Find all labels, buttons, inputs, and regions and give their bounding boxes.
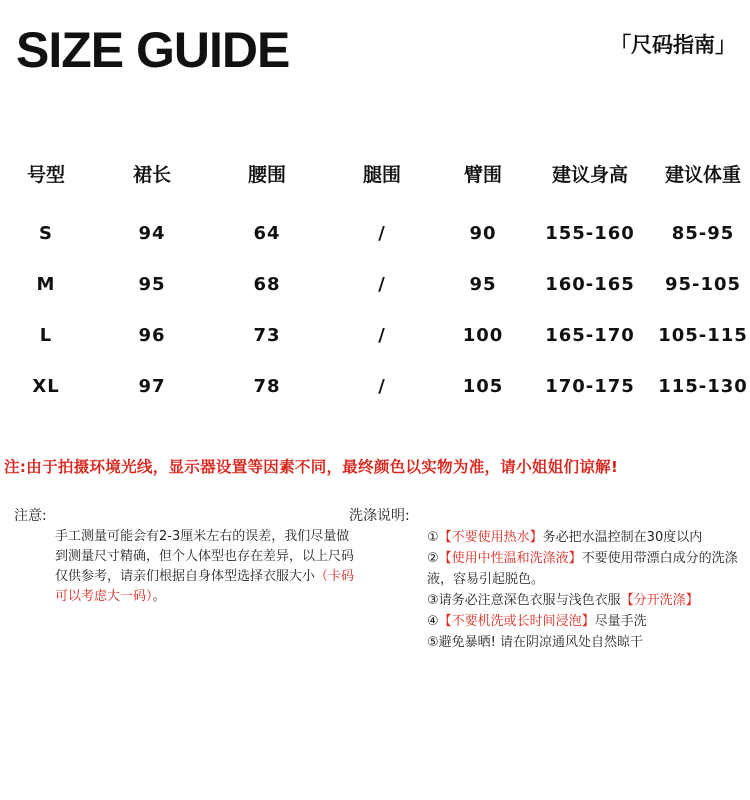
washing-item <box>427 611 743 632</box>
cell-waist: 68 <box>253 274 281 295</box>
header-height: 建议身高 <box>551 164 629 186</box>
cell-weight: 95-105 <box>664 274 742 295</box>
item-number: ③ <box>427 593 439 608</box>
cell-skirt-length: 95 <box>138 274 166 295</box>
notes-highlight: （卡码可以考虑大一码） <box>55 569 355 604</box>
washing-item <box>427 590 743 611</box>
cell-skirt-length: 96 <box>138 325 166 346</box>
cell-waist: 64 <box>253 223 281 244</box>
item-warning: 【使用中性温和洗涤液】 <box>438 551 582 566</box>
header-thigh: 腿围 <box>362 164 402 186</box>
notes-body: 手工测量可能会有2-3厘米左右的误差，我们尽量做到测量尺寸精确，但个人体型也存在差异，以上尺码仅供参考，请亲们根据自身体型选择衣服大小 <box>55 529 355 584</box>
table-header-row <box>0 150 750 200</box>
cell-size: S <box>39 223 53 244</box>
washing-item <box>427 527 743 548</box>
cell-size: XL <box>32 376 60 397</box>
item-text: 避免暴晒! 请在阴凉通风处自然晾干 <box>438 635 644 650</box>
header-arm: 臂围 <box>463 164 503 186</box>
color-notice: 注:由于拍摄环境光线，显示器设置等因素不同，最终颜色以实物为准，请小姐姐们谅解! <box>4 458 619 476</box>
item-warning: 【分开洗涤】 <box>620 593 699 608</box>
cell-waist: 78 <box>253 376 281 397</box>
notes-end: 。 <box>152 589 166 604</box>
item-number: ④ <box>427 614 439 629</box>
notes-heading: 注意: <box>14 508 47 524</box>
cell-weight: 115-130 <box>658 376 748 397</box>
washing-heading: 洗涤说明: <box>349 508 410 524</box>
item-text: 不要使用带漂白成分的洗涤液，容易引起脱色。 <box>427 551 738 587</box>
item-number: ② <box>427 551 439 566</box>
cell-weight: 85-95 <box>671 223 735 244</box>
table-row <box>0 260 750 310</box>
item-text: 务必把水温控制在30度以内 <box>542 530 703 545</box>
cell-arm: 90 <box>469 223 497 244</box>
item-text: 请务必注意深色衣服与浅色衣服 <box>438 593 621 608</box>
cell-height: 160-165 <box>545 274 635 295</box>
cell-thigh: / <box>378 376 386 397</box>
header-weight: 建议体重 <box>664 164 742 186</box>
cell-size: M <box>36 274 56 295</box>
washing-list <box>427 527 743 653</box>
item-warning: 【不要使用热水】 <box>438 530 543 545</box>
header-waist: 腰围 <box>247 164 287 186</box>
cell-height: 155-160 <box>545 223 635 244</box>
cell-arm: 100 <box>462 325 504 346</box>
table-row <box>0 209 750 259</box>
page-title: SIZE GUIDE <box>16 22 290 78</box>
header-skirt-length: 裙长 <box>132 164 172 186</box>
header-size: 号型 <box>26 164 66 186</box>
cell-waist: 73 <box>253 325 281 346</box>
item-text: 尽量手洗 <box>594 614 647 629</box>
cell-height: 165-170 <box>545 325 635 346</box>
item-warning: 【不要机洗或长时间浸泡】 <box>438 614 595 629</box>
cell-thigh: / <box>378 325 386 346</box>
notes-text <box>55 527 355 607</box>
cell-skirt-length: 97 <box>138 376 166 397</box>
cell-arm: 95 <box>469 274 497 295</box>
item-number: ⑤ <box>427 635 439 650</box>
item-number: ① <box>427 530 439 545</box>
cell-skirt-length: 94 <box>138 223 166 244</box>
page-title-cn: 「尺码指南」 <box>610 33 736 57</box>
table-row <box>0 311 750 361</box>
cell-thigh: / <box>378 223 386 244</box>
cell-size: L <box>39 325 53 346</box>
cell-arm: 105 <box>462 376 504 397</box>
cell-thigh: / <box>378 274 386 295</box>
table-row <box>0 362 750 412</box>
washing-item <box>427 632 743 653</box>
cell-height: 170-175 <box>545 376 635 397</box>
washing-item <box>427 548 743 590</box>
cell-weight: 105-115 <box>658 325 748 346</box>
